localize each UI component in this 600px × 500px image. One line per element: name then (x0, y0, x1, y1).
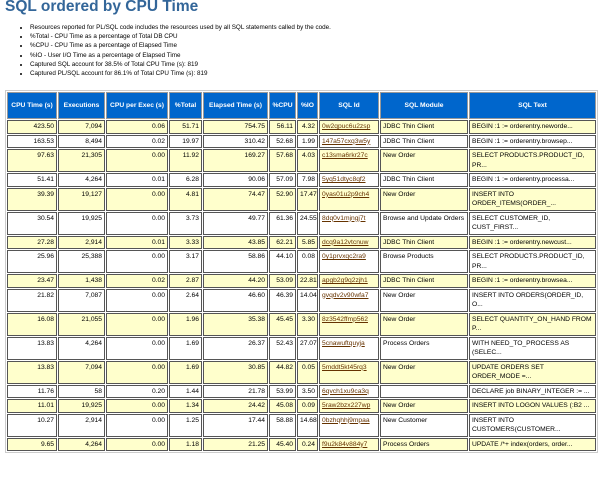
cell-sql-text: BEGIN :1 := orderentry.browsep... (469, 135, 596, 149)
cell-pct-io: 1.99 (297, 135, 318, 149)
cell-pct-total: 1.18 (169, 438, 202, 452)
table-row (7, 188, 596, 211)
cell-sql-module: JDBC Thin Client (380, 236, 468, 250)
cell-cpu-time: 10.27 (7, 414, 57, 437)
cell-sql-text: SELECT PRODUCTS.PRODUCT_ID, PR... (469, 250, 596, 273)
note-item: • %Total - CPU Time as a percentage of Total DB CPU (30, 32, 331, 41)
sql-id-link[interactable]: 147a57cxq3w5y (322, 137, 371, 145)
cell-pct-io: 0.24 (297, 438, 318, 452)
cell-elapsed-time: 21.25 (203, 438, 268, 452)
sql-id-link[interactable]: dcq9a12vtcnuw (322, 238, 369, 246)
cell-sql-id (319, 313, 379, 336)
cell-pct-total: 1.44 (169, 385, 202, 399)
cell-sql-id (319, 149, 379, 172)
note-item: • Resources reported for PL/SQL code includes the resources used by all SQL statements called by the code. (30, 23, 331, 32)
cell-cpu-per-exec: 0.00 (106, 289, 168, 312)
cell-pct-io: 14.68 (297, 414, 318, 437)
cell-cpu-time: 21.82 (7, 289, 57, 312)
sql-id-link[interactable]: 5raw2bzx227wp (322, 402, 371, 409)
cell-elapsed-time: 49.77 (203, 212, 268, 235)
cell-pct-cpu: 62.21 (269, 236, 296, 250)
cell-sql-text: BEGIN :1 := orderentry.browsea... (469, 274, 596, 288)
cell-pct-cpu: 56.11 (269, 120, 296, 134)
cell-sql-id (319, 173, 379, 187)
page-title: SQL ordered by CPU Time (5, 0, 199, 15)
sql-id-link[interactable]: f9u2k84v884y7 (322, 440, 368, 448)
cell-pct-cpu: 45.08 (269, 399, 296, 413)
cell-cpu-per-exec: 0.20 (106, 385, 168, 399)
cell-cpu-time: 16.08 (7, 313, 57, 336)
sql-id-link[interactable]: 5mddt5kt45rq3 (322, 363, 367, 371)
cell-executions: 2,914 (58, 236, 105, 250)
table-row (7, 337, 596, 360)
sql-id-link[interactable]: 0w2qpuc6u2zsp (322, 123, 371, 130)
cell-sql-id (319, 337, 379, 360)
cell-sql-module: JDBC Thin Client (380, 274, 468, 288)
column-header: SQL Module (380, 92, 468, 119)
cell-sql-text: UPDATE ORDERS SET ORDER_MODE =... (469, 361, 596, 384)
cell-cpu-per-exec: 0.00 (106, 188, 168, 211)
cell-pct-io: 27.07 (297, 337, 318, 360)
cell-sql-text: SELECT PRODUCTS.PRODUCT_ID, PR... (469, 149, 596, 172)
cell-pct-cpu: 46.39 (269, 289, 296, 312)
cell-sql-module: JDBC Thin Client (380, 120, 468, 134)
cell-cpu-per-exec: 0.02 (106, 274, 168, 288)
cell-elapsed-time: 754.75 (203, 120, 268, 134)
cell-sql-text: BEGIN :1 := orderentry.newcust... (469, 236, 596, 250)
cell-pct-total: 6.28 (169, 173, 202, 187)
cell-cpu-time: 423.50 (7, 120, 57, 134)
cell-pct-total: 3.17 (169, 250, 202, 273)
cell-pct-io: 24.55 (297, 212, 318, 235)
cell-elapsed-time: 310.42 (203, 135, 268, 149)
cell-pct-io: 3.50 (297, 385, 318, 399)
cell-sql-id (319, 212, 379, 235)
cell-pct-cpu: 52.68 (269, 135, 296, 149)
column-header: Elapsed Time (s) (203, 92, 268, 119)
cell-pct-total: 1.25 (169, 414, 202, 437)
table-row (7, 250, 596, 273)
sql-id-link[interactable]: gvqdv2v90wfa7 (322, 291, 369, 299)
cell-sql-module: JDBC Thin Client (380, 173, 468, 187)
cell-pct-total: 19.97 (169, 135, 202, 149)
cell-cpu-time: 13.83 (7, 337, 57, 360)
cell-pct-total: 3.73 (169, 212, 202, 235)
cell-sql-id (319, 289, 379, 312)
sql-id-link[interactable]: c13sma6rkr27c (322, 152, 368, 159)
cell-executions: 4,264 (58, 173, 105, 187)
cell-pct-io: 17.47 (297, 188, 318, 211)
cell-pct-io: 3.30 (297, 313, 318, 336)
cell-elapsed-time: 35.38 (203, 313, 268, 336)
cell-pct-total: 3.33 (169, 236, 202, 250)
cell-cpu-per-exec: 0.06 (106, 120, 168, 134)
cell-executions: 7,094 (58, 120, 105, 134)
cell-elapsed-time: 90.06 (203, 173, 268, 187)
cell-executions: 4,264 (58, 337, 105, 360)
cell-elapsed-time: 17.44 (203, 414, 268, 437)
cell-executions: 58 (58, 385, 105, 399)
cell-sql-module: New Customer (380, 414, 468, 437)
sql-cpu-table (5, 90, 598, 453)
cell-sql-id (319, 361, 379, 384)
cell-cpu-per-exec: 0.00 (106, 337, 168, 360)
cell-pct-total: 1.69 (169, 361, 202, 384)
cell-cpu-per-exec: 0.00 (106, 361, 168, 384)
table-row (7, 120, 596, 134)
cell-sql-text: SELECT QUANTITY_ON_HAND FROM P... (469, 313, 596, 336)
cell-elapsed-time: 44.20 (203, 274, 268, 288)
cell-sql-module: Process Orders (380, 337, 468, 360)
cell-executions: 4,264 (58, 438, 105, 452)
cell-cpu-per-exec: 0.01 (106, 236, 168, 250)
cell-elapsed-time: 74.47 (203, 188, 268, 211)
cell-pct-cpu: 45.40 (269, 438, 296, 452)
cell-sql-text: WITH NEED_TO_PROCESS AS (SELEC... (469, 337, 596, 360)
cell-cpu-time: 27.28 (7, 236, 57, 250)
cell-pct-cpu: 53.99 (269, 385, 296, 399)
cell-cpu-time: 13.83 (7, 361, 57, 384)
cell-pct-cpu: 53.09 (269, 274, 296, 288)
cell-sql-module: Browse Products (380, 250, 468, 273)
cell-elapsed-time: 169.27 (203, 149, 268, 172)
cell-pct-total: 4.81 (169, 188, 202, 211)
cell-pct-io: 0.08 (297, 250, 318, 273)
cell-cpu-time: 25.96 (7, 250, 57, 273)
notes-list (18, 23, 331, 78)
cell-executions: 21,055 (58, 313, 105, 336)
column-header: CPU Time (s) (7, 92, 57, 119)
cell-cpu-per-exec: 0.00 (106, 313, 168, 336)
sql-id-link[interactable]: 5cnawuftquyja (322, 339, 365, 347)
cell-executions: 2,914 (58, 414, 105, 437)
cell-pct-cpu: 57.09 (269, 173, 296, 187)
note-item: • Captured SQL account for 38.5% of Total CPU Time (s): 819 (30, 60, 331, 69)
table-row (7, 313, 596, 336)
cell-pct-io: 22.81 (297, 274, 318, 288)
cell-cpu-per-exec: 0.00 (106, 250, 168, 273)
cell-sql-id (319, 236, 379, 250)
table-row (7, 399, 596, 413)
cell-pct-total: 51.71 (169, 120, 202, 134)
cell-cpu-per-exec: 0.00 (106, 212, 168, 235)
cell-sql-text: DECLARE job BINARY_INTEGER := ... (469, 385, 596, 399)
cell-elapsed-time: 21.78 (203, 385, 268, 399)
cell-pct-total: 2.87 (169, 274, 202, 288)
column-header: Executions (58, 92, 105, 119)
cell-cpu-per-exec: 0.00 (106, 438, 168, 452)
cell-pct-total: 11.92 (169, 149, 202, 172)
cell-pct-io: 14.04 (297, 289, 318, 312)
cell-pct-io: 7.98 (297, 173, 318, 187)
sql-id-link[interactable]: 6qvch1xu9ca3q (322, 387, 369, 395)
cell-sql-text: BEGIN :1 := orderentry.neworde... (469, 120, 596, 134)
cell-cpu-time: 97.63 (7, 149, 57, 172)
cell-sql-module: New Order (380, 361, 468, 384)
cell-sql-id (319, 438, 379, 452)
cell-executions: 7,087 (58, 289, 105, 312)
column-header: CPU per Exec (s) (106, 92, 168, 119)
cell-elapsed-time: 24.42 (203, 399, 268, 413)
cell-cpu-time: 23.47 (7, 274, 57, 288)
cell-pct-io: 0.09 (297, 399, 318, 413)
cell-sql-text: UPDATE /*+ index(orders, order... (469, 438, 596, 452)
cell-sql-text: INSERT INTO LOGON VALUES (:B2 ... (469, 399, 596, 413)
cell-sql-id (319, 120, 379, 134)
note-item: • %CPU - CPU Time as a percentage of Elapsed Time (30, 41, 331, 50)
cell-sql-text: SELECT CUSTOMER_ID, CUST_FIRST... (469, 212, 596, 235)
cell-sql-id (319, 274, 379, 288)
cell-cpu-per-exec: 0.02 (106, 135, 168, 149)
cell-sql-id (319, 135, 379, 149)
cell-cpu-time: 11.01 (7, 399, 57, 413)
cell-pct-cpu: 45.45 (269, 313, 296, 336)
cell-cpu-time: 9.65 (7, 438, 57, 452)
cell-pct-cpu: 44.82 (269, 361, 296, 384)
cell-pct-cpu: 58.88 (269, 414, 296, 437)
cell-executions: 19,925 (58, 399, 105, 413)
cell-sql-module: Browse and Update Orders (380, 212, 468, 235)
cell-pct-io: 4.32 (297, 120, 318, 134)
cell-cpu-per-exec: 0.01 (106, 173, 168, 187)
note-item: • Captured PL/SQL account for 86.1% of Total CPU Time (s): 819 (30, 69, 331, 78)
table-row (7, 135, 596, 149)
column-header: SQL Id (319, 92, 379, 119)
table-row (7, 414, 596, 437)
cell-pct-cpu: 44.10 (269, 250, 296, 273)
cell-sql-id (319, 250, 379, 273)
column-header: SQL Text (469, 92, 596, 119)
cell-cpu-per-exec: 0.00 (106, 399, 168, 413)
table-row (7, 274, 596, 288)
cell-pct-io: 0.05 (297, 361, 318, 384)
table-row (7, 289, 596, 312)
cell-pct-cpu: 52.90 (269, 188, 296, 211)
cell-executions: 1,438 (58, 274, 105, 288)
cell-cpu-time: 11.76 (7, 385, 57, 399)
cell-sql-module: New Order (380, 313, 468, 336)
cell-elapsed-time: 30.85 (203, 361, 268, 384)
cell-cpu-time: 30.54 (7, 212, 57, 235)
sql-id-link[interactable]: 8dq0v1mjngj7t (322, 214, 366, 222)
column-header: %Total (169, 92, 202, 119)
cell-sql-id (319, 385, 379, 399)
cell-sql-module: New Order (380, 149, 468, 172)
cell-executions: 21,305 (58, 149, 105, 172)
sql-id-link[interactable]: 8z3542ffmp562 (322, 315, 368, 323)
cell-sql-id (319, 414, 379, 437)
cell-executions: 25,388 (58, 250, 105, 273)
cell-executions: 19,127 (58, 188, 105, 211)
cell-sql-module: JDBC Thin Client (380, 135, 468, 149)
column-header: %IO (297, 92, 318, 119)
cell-executions: 8,494 (58, 135, 105, 149)
cell-elapsed-time: 26.37 (203, 337, 268, 360)
cell-elapsed-time: 43.85 (203, 236, 268, 250)
cell-sql-module (380, 385, 468, 399)
cell-pct-total: 2.64 (169, 289, 202, 312)
table-row (7, 438, 596, 452)
cell-pct-io: 5.85 (297, 236, 318, 250)
table-row (7, 236, 596, 250)
cell-executions: 7,094 (58, 361, 105, 384)
cell-pct-io: 4.03 (297, 149, 318, 172)
cell-pct-cpu: 57.68 (269, 149, 296, 172)
cell-sql-text: INSERT INTO ORDER_ITEMS(ORDER_... (469, 188, 596, 211)
sql-id-link[interactable]: 0bzhqhhj9mpaa (322, 416, 370, 424)
column-header: %CPU (269, 92, 296, 119)
cell-sql-text: BEGIN :1 := orderentry.processa... (469, 173, 596, 187)
cell-sql-module: New Order (380, 188, 468, 211)
note-item: • %IO - User I/O Time as a percentage of Elapsed Time (30, 51, 331, 60)
cell-pct-total: 1.34 (169, 399, 202, 413)
cell-sql-text: INSERT INTO ORDERS(ORDER_ID, O... (469, 289, 596, 312)
table-row (7, 149, 596, 172)
cell-pct-cpu: 61.36 (269, 212, 296, 235)
table-row (7, 361, 596, 384)
table-row (7, 385, 596, 399)
cell-pct-total: 1.96 (169, 313, 202, 336)
cell-cpu-per-exec: 0.00 (106, 149, 168, 172)
cell-pct-total: 1.69 (169, 337, 202, 360)
cell-sql-module: New Order (380, 289, 468, 312)
sql-id-link[interactable]: 0y1prvxqc2ra9 (322, 253, 366, 260)
cell-cpu-time: 51.41 (7, 173, 57, 187)
sql-id-link[interactable]: 5yq51dtyc8qf2 (322, 176, 366, 183)
cell-elapsed-time: 46.60 (203, 289, 268, 312)
cell-sql-text: INSERT INTO CUSTOMERS(CUSTOMER... (469, 414, 596, 437)
cell-sql-module: New Order (380, 399, 468, 413)
cell-sql-module: Process Orders (380, 438, 468, 452)
cell-cpu-time: 163.53 (7, 135, 57, 149)
sql-id-link[interactable]: 0yas01u2p9ch4 (322, 190, 370, 198)
cell-cpu-per-exec: 0.00 (106, 414, 168, 437)
cell-sql-id (319, 399, 379, 413)
cell-sql-id (319, 188, 379, 211)
table-row (7, 212, 596, 235)
cell-cpu-time: 39.39 (7, 188, 57, 211)
cell-elapsed-time: 58.86 (203, 250, 268, 273)
table-row (7, 173, 596, 187)
sql-id-link[interactable]: apgb2g9q2zjh1 (322, 277, 368, 284)
cell-pct-cpu: 52.43 (269, 337, 296, 360)
cell-executions: 19,925 (58, 212, 105, 235)
